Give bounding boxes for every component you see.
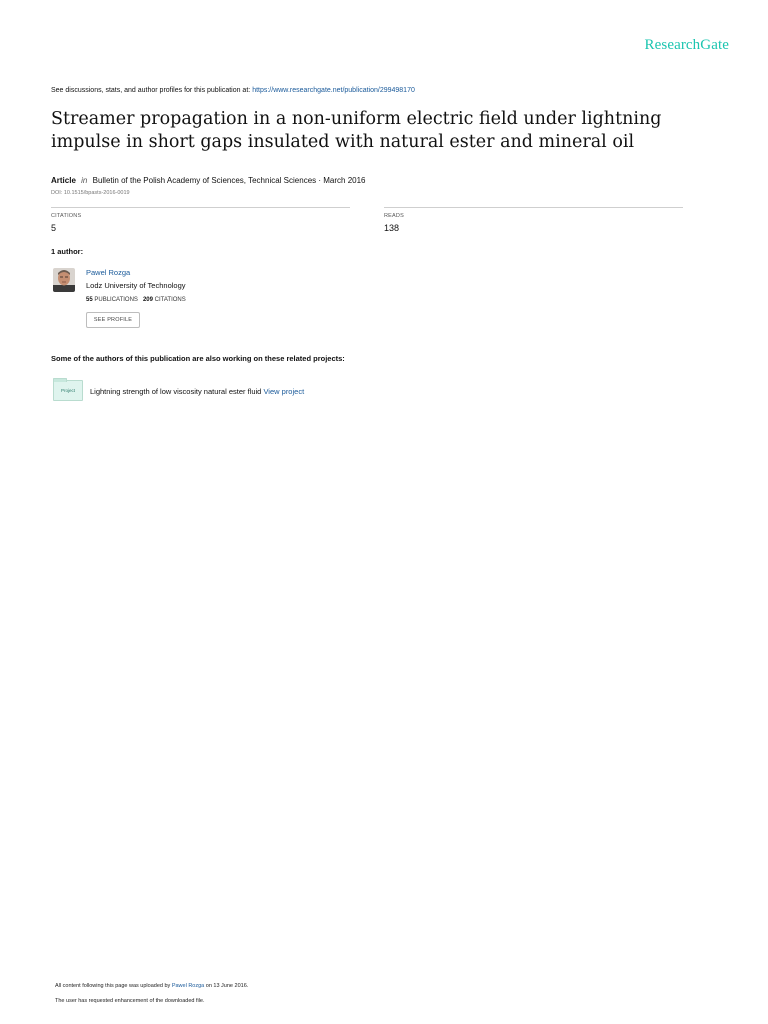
upload-prefix: All content following this page was uploaded by (55, 983, 171, 989)
author-institution: Lodz University of Technology (86, 281, 186, 290)
discussion-line (51, 87, 415, 94)
author-stats (86, 297, 186, 303)
avatar[interactable] (53, 268, 75, 292)
article-meta (51, 176, 366, 185)
publication-url-link[interactable]: https://www.researchgate.net/publication/299498170 (252, 87, 415, 94)
publication-title: Streamer propagation in a non-uniform electric field under lightning impulse in short gaps insulated with natural ester and mineral oil (51, 109, 662, 152)
researchgate-logo[interactable]: ResearchGate (644, 37, 729, 53)
see-profile-button[interactable]: SEE PROFILE (86, 312, 140, 328)
reads-divider (384, 207, 683, 208)
author-photo-icon (53, 268, 75, 292)
project-icon-label: Project (60, 388, 75, 393)
citations-label: CITATIONS (51, 213, 82, 219)
author-publications-label: PUBLICATIONS (94, 297, 138, 303)
uploader-link[interactable]: Pawel Rozga (171, 983, 205, 989)
related-projects-heading: Some of the authors of this publication are also working on these related projects: (51, 354, 345, 363)
upload-suffix: on 13 June 2016. (205, 983, 249, 989)
reads-label: READS (384, 213, 404, 219)
authors-count: 1 author: (51, 247, 84, 256)
in-label: in (81, 176, 88, 185)
citations-divider (51, 207, 350, 208)
project-item (90, 387, 304, 396)
author-name-link[interactable]: Pawel Rozga (86, 268, 131, 277)
discussion-prefix: See discussions, stats, and author profiles for this publication at: (51, 87, 251, 94)
article-type: Article (51, 176, 76, 185)
author-citations-count: 209 (142, 297, 153, 303)
view-project-link[interactable]: View project (263, 387, 305, 396)
upload-note (55, 983, 248, 989)
citations-value: 5 (51, 223, 57, 233)
reads-value: 138 (384, 223, 400, 233)
doi: DOI: 10.1515/bpasts-2016-0019 (51, 190, 130, 196)
enhancement-note: The user has requested enhancement of the downloaded file. (55, 998, 205, 1004)
project-title: Lightning strength of low viscosity natural ester fluid (90, 387, 262, 396)
author-publications-count: 55 (86, 297, 93, 303)
author-citations-label: CITATIONS (154, 297, 186, 303)
journal-venue: Bulletin of the Polish Academy of Sciences, Technical Sciences · March 2016 (92, 176, 366, 185)
project-folder-icon (53, 380, 83, 401)
